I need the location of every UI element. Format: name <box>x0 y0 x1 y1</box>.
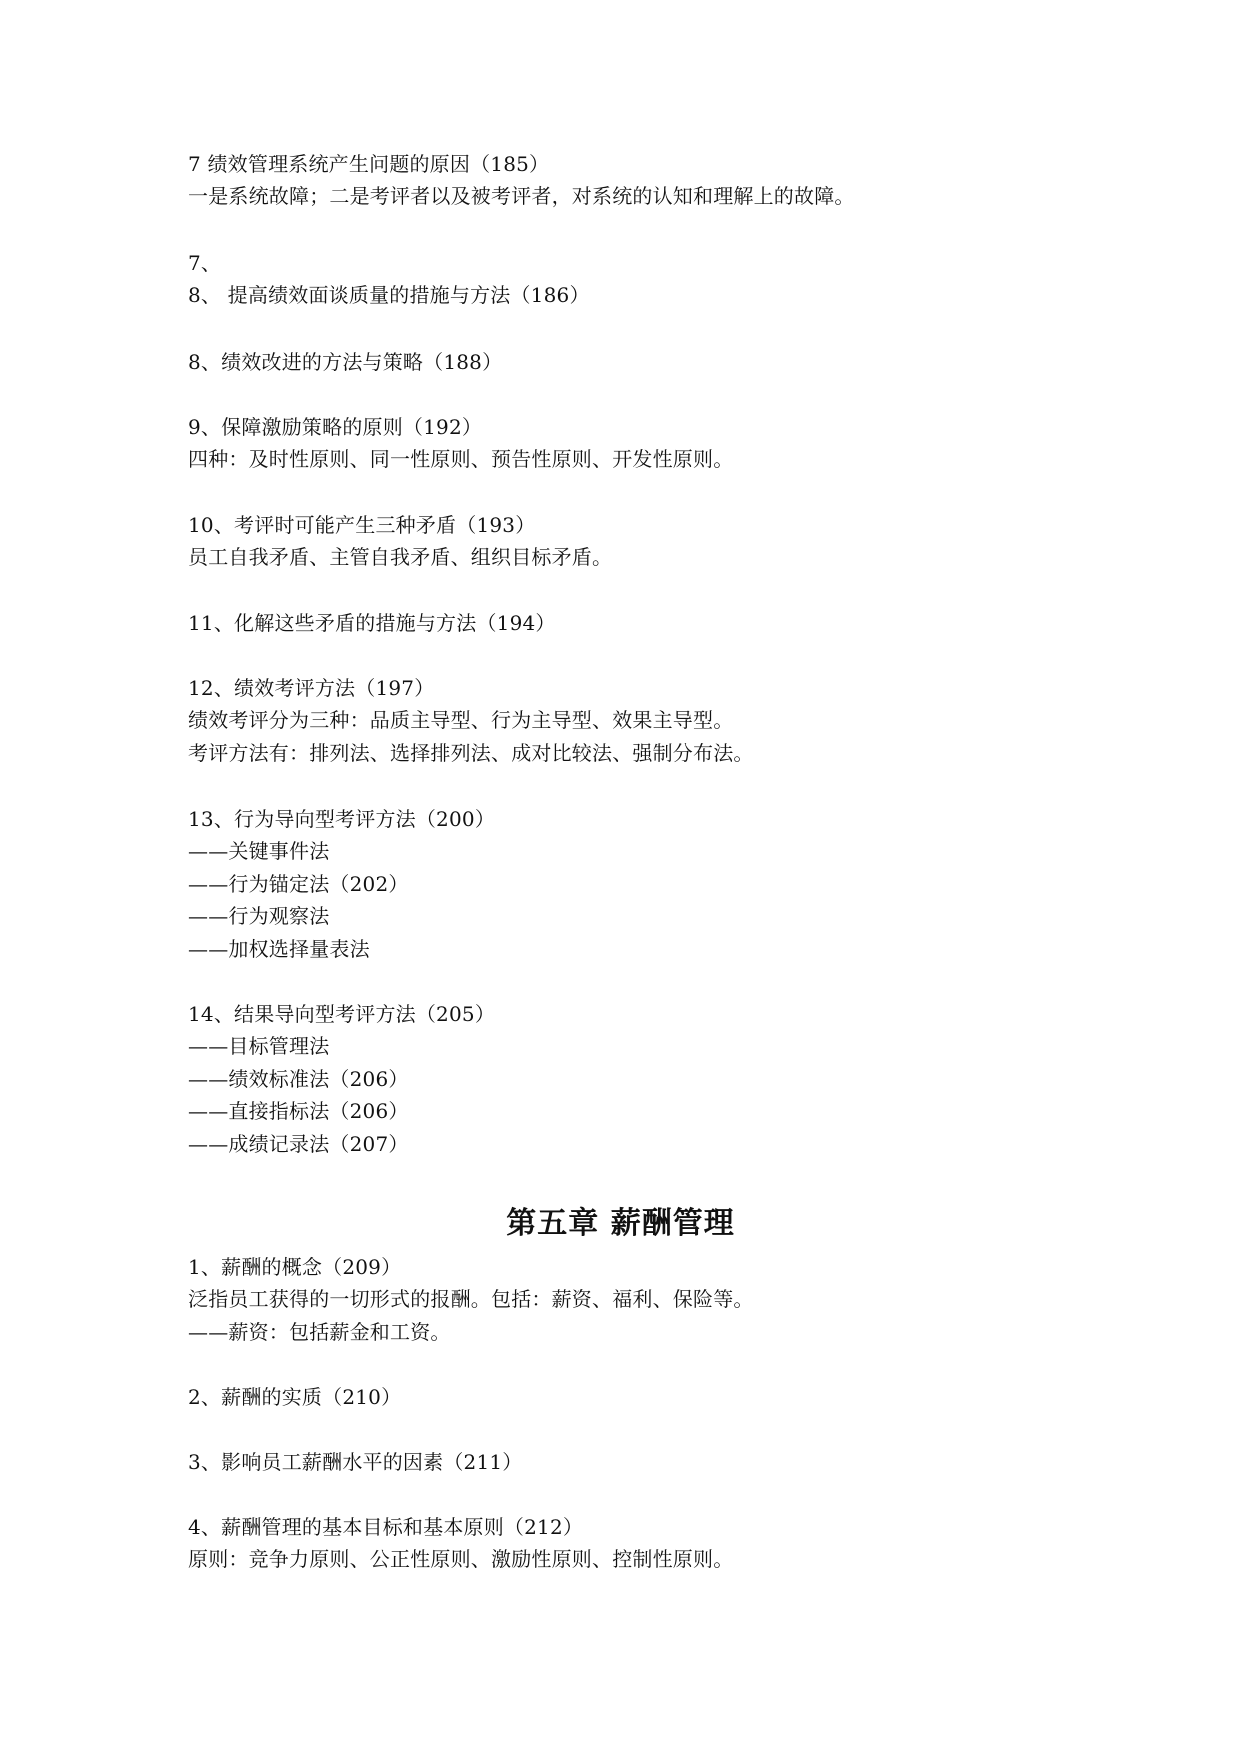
item-heading: 2、薪酬的实质（210） <box>188 1385 402 1409</box>
section-compensation-essence <box>188 1381 1168 1413</box>
item-heading: 9、保障激励策略的原则（192） <box>188 415 483 439</box>
item-heading: 3、影响员工薪酬水平的因素（211） <box>188 1450 523 1474</box>
item-text: 绩效考评分为三种：品质主导型、行为主导型、效果主导型。 <box>188 708 734 733</box>
list-item: ——行为锚定法（202） <box>188 871 409 896</box>
item-heading: 1、薪酬的概念（209） <box>188 1255 402 1279</box>
item-heading: 12、绩效考评方法（197） <box>188 676 435 700</box>
list-item: ——行为观察法 <box>188 904 330 929</box>
item-text: 四种：及时性原则、同一性原则、预告性原则、开发性原则。 <box>188 447 734 472</box>
item-text: 考评方法有：排列法、选择排列法、成对比较法、强制分布法。 <box>188 740 754 765</box>
item-heading: 11、化解这些矛盾的措施与方法（194） <box>188 611 556 635</box>
item-heading: 7 绩效管理系统产生问题的原因（185） <box>188 152 550 176</box>
item-text: 泛指员工获得的一切形式的报酬。包括：薪资、福利、保险等。 <box>188 1287 754 1312</box>
section-behavior-methods <box>188 803 1168 965</box>
section-contradictions <box>188 509 1168 574</box>
item-heading: 14、结果导向型考评方法（205） <box>188 1002 496 1026</box>
item-heading: 4、薪酬管理的基本目标和基本原则（212） <box>188 1515 584 1539</box>
chapter-heading: 第五章 薪酬管理 <box>506 1206 735 1241</box>
section-evaluation-methods <box>188 672 1168 769</box>
section-incentive-principles <box>188 411 1168 476</box>
section-resolve-contradictions <box>188 607 1168 639</box>
list-item: ——加权选择量表法 <box>188 936 370 961</box>
section-interview-quality <box>188 247 1168 312</box>
section-performance-problems <box>188 148 1168 213</box>
item-heading: 10、考评时可能产生三种矛盾（193） <box>188 513 536 537</box>
list-item: ——薪资：包括薪金和工资。 <box>188 1319 451 1344</box>
section-compensation-principles <box>188 1511 1168 1576</box>
section-compensation-factors <box>188 1446 1168 1478</box>
list-item: ——成绩记录法（207） <box>188 1131 409 1156</box>
item-text: 员工自我矛盾、主管自我矛盾、组织目标矛盾。 <box>188 545 613 570</box>
list-item: ——直接指标法（206） <box>188 1099 409 1124</box>
item-text: 原则：竞争力原则、公正性原则、激励性原则、控制性原则。 <box>188 1547 734 1572</box>
section-result-methods <box>188 998 1168 1160</box>
section-compensation-concept <box>188 1251 1168 1348</box>
item-heading: 8、绩效改进的方法与策略（188） <box>188 350 503 374</box>
list-item: ——关键事件法 <box>188 839 330 864</box>
list-item: ——绩效标准法（206） <box>188 1066 409 1091</box>
item-heading: 8、 提高绩效面谈质量的措施与方法（186） <box>188 283 590 308</box>
item-heading: 13、行为导向型考评方法（200） <box>188 807 496 831</box>
list-item: ——目标管理法 <box>188 1034 330 1059</box>
item-text: 一是系统故障；二是考评者以及被考评者，对系统的认知和理解上的故障。 <box>188 184 855 209</box>
section-improvement-methods <box>188 346 1168 378</box>
item-heading: 7、 <box>188 251 222 275</box>
